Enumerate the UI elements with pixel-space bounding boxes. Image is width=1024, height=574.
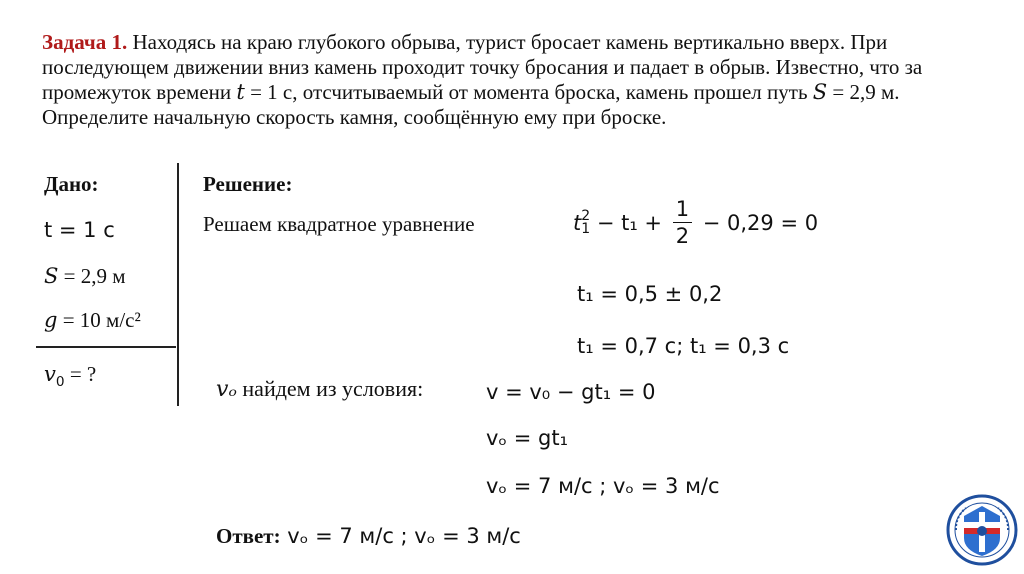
given-heading: Дано: <box>44 172 99 196</box>
given-v0 <box>44 362 96 390</box>
roots-plus-minus: t₁ = 0,5 ± 0,2 <box>577 282 723 306</box>
answer-line <box>216 524 521 549</box>
quad-sup: 2 <box>581 207 591 224</box>
given-s-var: S <box>44 264 59 288</box>
frac-denominator: 2 <box>675 224 690 248</box>
quad-end: − 0,29 = 0 <box>696 210 819 235</box>
given-v0-sub: 0 <box>55 374 65 391</box>
quad-indices <box>581 207 591 237</box>
table-vertical-divider <box>177 163 179 406</box>
problem-text-2: = 1 с, отсчитываемый от момента броска, камень прошел путь <box>244 80 813 104</box>
olympiad-emblem-icon <box>946 492 1018 568</box>
given-s <box>44 264 126 289</box>
given-s-value: = 2,9 м <box>58 264 126 288</box>
problem-title: Задача 1. <box>42 30 128 54</box>
given-g-var: g <box>44 308 58 332</box>
quad-t: t <box>573 210 582 235</box>
problem-text-3: = 2,9 м. Определите начальную скорость камня, сообщённую ему при броске. <box>42 80 900 129</box>
table-horizontal-divider <box>36 346 176 348</box>
problem-var-s: S <box>812 80 828 104</box>
problem-text-1: Находясь на краю глубокого обрыва, турист бросает камень вертикально вверх. При последующем движении вниз камень проходит точку бросания и падает в обрыв. Известно, что за промежуток времени <box>42 30 923 104</box>
v0-label-var: vₒ <box>216 377 237 402</box>
problem-statement <box>42 30 992 130</box>
quad-fraction <box>673 196 692 249</box>
quad-mid: − t₁ + <box>590 210 669 235</box>
frac-numerator: 1 <box>673 196 692 223</box>
quadratic-equation <box>573 196 818 249</box>
given-g-value: = 10 м/с² <box>57 308 141 332</box>
answer-value: vₒ = 7 м/с ; vₒ = 3 м/с <box>280 524 521 548</box>
v0-label-text: найдем из условия: <box>236 376 424 401</box>
given-v0-var: v <box>44 362 56 386</box>
v0-formula: vₒ = gt₁ <box>486 426 569 450</box>
velocity-equation: v = v₀ − gt₁ = 0 <box>486 380 656 404</box>
answer-label: Ответ: <box>216 524 281 548</box>
solution-heading: Решение: <box>203 172 293 196</box>
given-g <box>44 308 141 333</box>
given-t: t = 1 с <box>44 218 115 242</box>
quadratic-label: Решаем квадратное уравнение <box>203 212 475 236</box>
quad-sub: 1 <box>581 220 591 237</box>
roots-values: t₁ = 0,7 с; t₁ = 0,3 с <box>577 334 790 358</box>
v0-condition-label <box>216 376 423 402</box>
problem-var-t: t <box>236 80 245 104</box>
v0-values: vₒ = 7 м/с ; vₒ = 3 м/с <box>486 474 720 498</box>
given-v0-value: = ? <box>64 362 97 386</box>
